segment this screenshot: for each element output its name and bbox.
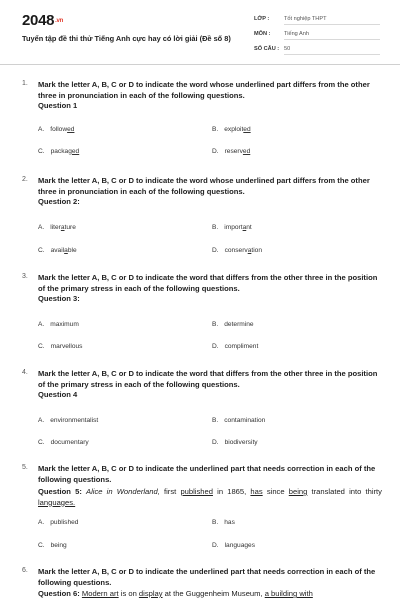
question-prompt (38, 567, 382, 588)
sentence-text: translated (307, 487, 350, 496)
meta-key: MÔN : (254, 31, 271, 37)
question-2 (22, 176, 382, 258)
option-c[interactable] (38, 343, 82, 350)
option-text: exploit (224, 126, 244, 133)
option-d[interactable] (212, 542, 255, 549)
option-c[interactable] (38, 542, 67, 549)
question-3 (22, 273, 382, 353)
question-number: 4. (22, 369, 28, 376)
question-label: Question 6: (38, 589, 80, 598)
option-letter: A. (38, 417, 45, 424)
question-number: 6. (22, 567, 28, 574)
option-text: import (224, 224, 243, 231)
sentence-text: first (159, 487, 181, 496)
option-text: maximum (50, 321, 79, 328)
option-letter: C. (38, 247, 45, 254)
option-letter: D. (212, 247, 219, 254)
underlined-part-b: has (250, 487, 263, 496)
option-underlined: ed (67, 126, 75, 133)
sentence-text: is on (118, 589, 139, 598)
option-letter: B. (212, 224, 219, 231)
logo-suffix: .vn (55, 18, 63, 25)
prompt-text: Mark the letter A, B, C or D to indicate the word whose underlined part differs from the other three in pronunciation in each of the following questions. (38, 80, 370, 100)
meta-subject (254, 31, 380, 41)
underlined-part-d: languages. (38, 497, 76, 507)
underlined-part-c: being (288, 487, 308, 496)
question-sentence (38, 589, 382, 600)
underlined-part-a: published (180, 487, 213, 496)
option-underlined: a (60, 224, 65, 231)
sentence-title: Alice in Wonderland, (86, 487, 160, 496)
sentence-text: at the Guggenheim Museum, (162, 589, 265, 598)
option-b[interactable] (212, 126, 251, 133)
option-a[interactable] (38, 126, 74, 133)
option-a[interactable] (38, 321, 79, 328)
question-number: 5. (22, 464, 28, 471)
option-letter: D. (212, 343, 219, 350)
question-6 (22, 567, 382, 600)
meta-key: SỐ CÂU : (254, 46, 280, 52)
option-letter: A. (38, 321, 45, 328)
option-c[interactable] (38, 439, 89, 446)
sentence-text: since (262, 487, 289, 496)
option-text: published (50, 519, 79, 526)
option-text-end: nt (246, 224, 252, 231)
option-a[interactable] (38, 519, 78, 526)
option-letter: A. (38, 519, 45, 526)
question-prompt (38, 80, 382, 112)
option-text: packag (50, 148, 72, 155)
option-underlined: ed (71, 148, 80, 155)
prompt-text: Mark the letter A, B, C or D to indicate the underlined part that needs correction in each of the following questions. (38, 464, 376, 484)
prompt-text: Mark the letter A, B, C or D to indicate the underlined part that needs correction in each of the following questions. (38, 567, 376, 587)
meta-value: Tiếng Anh (284, 31, 380, 40)
option-text-end: tion (251, 247, 262, 254)
prompt-text: Mark the letter A, B, C or D to indicate the word whose underlined part differs from the other three in pronunciation in each of the following questions. (38, 176, 370, 196)
option-c[interactable] (38, 148, 79, 155)
option-b[interactable] (212, 321, 254, 328)
option-letter: A. (38, 126, 45, 133)
option-text: determine (224, 321, 254, 328)
logo-text: 2048 (22, 12, 55, 29)
question-prompt (38, 176, 382, 208)
option-text: has (224, 519, 235, 526)
option-underlined: ed (243, 126, 251, 133)
question-prompt (38, 369, 382, 401)
option-text: conserv (224, 247, 248, 254)
option-letter: D. (212, 542, 219, 549)
question-prompt (38, 273, 382, 305)
option-text: languages (224, 542, 256, 549)
option-letter: C. (38, 148, 45, 155)
meta-grade (254, 16, 380, 26)
question-number: 3. (22, 273, 28, 280)
option-text: marvellous (50, 343, 83, 350)
question-label: Question 5: (38, 487, 82, 496)
option-letter: A. (38, 224, 45, 231)
underlined-part-b: display (138, 589, 163, 598)
option-text: avail (50, 247, 65, 254)
option-text: compliment (224, 343, 259, 350)
option-a[interactable] (38, 417, 98, 424)
meta-value: Tốt nghiệp THPT (284, 16, 380, 25)
option-text: biodiversity (224, 439, 258, 446)
question-label: Question 2: (38, 197, 80, 206)
option-letter: D. (212, 439, 219, 446)
option-text: liter (50, 224, 61, 231)
question-1 (22, 80, 382, 160)
option-text: reserv (224, 148, 243, 155)
option-b[interactable] (212, 519, 235, 526)
option-text: documentary (50, 439, 89, 446)
option-letter: C. (38, 542, 45, 549)
underlined-part-c: a building with (264, 589, 313, 598)
option-text-end: ture (64, 224, 76, 231)
option-text: environmentalist (50, 417, 99, 424)
question-5 (22, 464, 382, 552)
option-text: being (50, 542, 67, 549)
meta-count (254, 46, 380, 56)
header-divider (0, 64, 400, 65)
option-a[interactable] (38, 224, 76, 231)
meta-value: 50 (284, 46, 380, 55)
option-d[interactable] (212, 343, 258, 350)
underlined-part-a: Modern art (81, 589, 119, 598)
option-letter: B. (212, 519, 219, 526)
option-b[interactable] (212, 224, 252, 231)
question-sentence (38, 487, 382, 508)
option-b[interactable] (212, 417, 265, 424)
question-number: 1. (22, 80, 28, 87)
option-d[interactable] (212, 247, 262, 254)
option-letter: D. (212, 148, 219, 155)
option-text-end: ble (67, 247, 77, 254)
question-number: 2. (22, 176, 28, 183)
option-c[interactable] (38, 247, 77, 254)
sentence-text: in 1865, (212, 487, 251, 496)
site-logo[interactable] (22, 12, 63, 29)
option-underlined: a (247, 247, 252, 254)
sentence-text: into (349, 487, 362, 496)
option-underlined: a (64, 247, 68, 254)
sentence-text: thirty (361, 487, 382, 496)
prompt-text: Mark the letter A, B, C or D to indicate the word that differs from the other three in the position of the primary stress in each of the following questions. (38, 369, 378, 389)
option-letter: B. (212, 417, 219, 424)
option-underlined: a (242, 224, 247, 231)
option-letter: C. (38, 439, 45, 446)
option-letter: B. (212, 126, 219, 133)
prompt-text: Mark the letter A, B, C or D to indicate the word that differs from the other three in the position of the primary stress in each of the following questions. (38, 273, 378, 293)
option-text: contamination (224, 417, 266, 424)
option-underlined: ed (242, 148, 251, 155)
question-label: Question 4 (38, 390, 78, 399)
option-letter: C. (38, 343, 45, 350)
meta-key: LỚP : (254, 16, 270, 22)
question-4 (22, 369, 382, 449)
question-label: Question 1 (38, 101, 78, 110)
question-label: Question 3: (38, 294, 80, 303)
option-d[interactable] (212, 439, 258, 446)
option-d[interactable] (212, 148, 250, 155)
option-text: follow (50, 126, 68, 133)
option-letter: B. (212, 321, 219, 328)
document-title: Tuyển tập đề thi thử Tiếng Anh cực hay có lời giải (Đề số 8) (22, 34, 231, 43)
question-prompt (38, 464, 382, 485)
